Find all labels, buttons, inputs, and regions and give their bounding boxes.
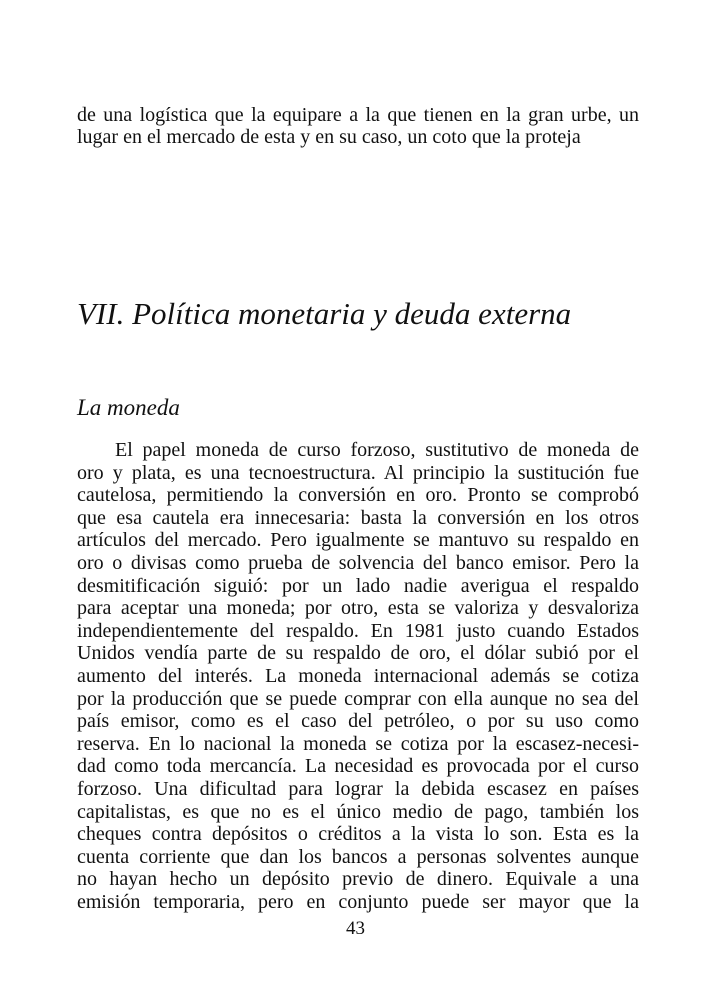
text-line: emisión temporaria, pero en conjunto puede ser mayor que la	[77, 890, 639, 913]
top-paragraph	[77, 104, 639, 148]
text-line: reserva. En lo nacional la moneda se cotiza por la escasez-necesi-	[77, 732, 639, 755]
text-line: país emisor, como es el caso del petróleo, o por su uso como	[77, 710, 639, 733]
text-line: cuenta corriente que dan los bancos a personas solventes aunque	[77, 845, 639, 868]
text-line: cheques contra depósitos o créditos a la vista lo son. Esta es la	[77, 823, 639, 846]
text-line: desmitificación siguió: por un lado nadie averigua el respaldo	[77, 574, 639, 597]
text-line: que esa cautela era innecesaria: basta la conversión en los otros	[77, 506, 639, 529]
text-line: no hayan hecho un depósito previo de dinero. Equivale a una	[77, 868, 639, 891]
text-line: oro y plata, es una tecnoestructura. Al principio la sustitución fue	[77, 461, 639, 484]
text-line: forzoso. Una dificultad para lograr la debida escasez en países	[77, 777, 639, 800]
page-number: 43	[346, 918, 365, 939]
text-line: El papel moneda de curso forzoso, sustitutivo de moneda de	[115, 439, 639, 461]
text-line: dad como toda mercancía. La necesidad es provocada por el curso	[77, 755, 639, 778]
text-line: aumento del interés. La moneda internacional además se cotiza	[77, 664, 639, 687]
text-line: artículos del mercado. Pero igualmente se mantuvo su respaldo en	[77, 529, 639, 552]
body-paragraph	[77, 439, 639, 913]
text-line: lugar en el mercado de esta y en su caso, un coto que la proteja	[77, 126, 581, 148]
text-line: para aceptar una moneda; por otro, esta se valoriza y desvaloriza	[77, 597, 639, 620]
chapter-title: VII. Política monetaria y deuda externa	[77, 296, 572, 331]
text-line: cautelosa, permitiendo la conversión en oro. Pronto se comprobó	[77, 484, 639, 507]
text-line: Unidos vendía parte de su respaldo de oro, el dólar subió por el	[77, 642, 639, 665]
text-line: oro o divisas como prueba de solvencia del banco emisor. Pero la	[77, 551, 639, 574]
text-line: por la producción que se puede comprar con ella aunque no sea del	[77, 687, 639, 710]
text-line: independientemente del respaldo. En 1981 justo cuando Estados	[77, 619, 639, 642]
text-line: capitalistas, es que no es el único medio de pago, también los	[77, 800, 639, 823]
section-title: La moneda	[77, 395, 180, 420]
text-line: de una logística que la equipare a la que tienen en la gran urbe, un	[77, 104, 639, 126]
